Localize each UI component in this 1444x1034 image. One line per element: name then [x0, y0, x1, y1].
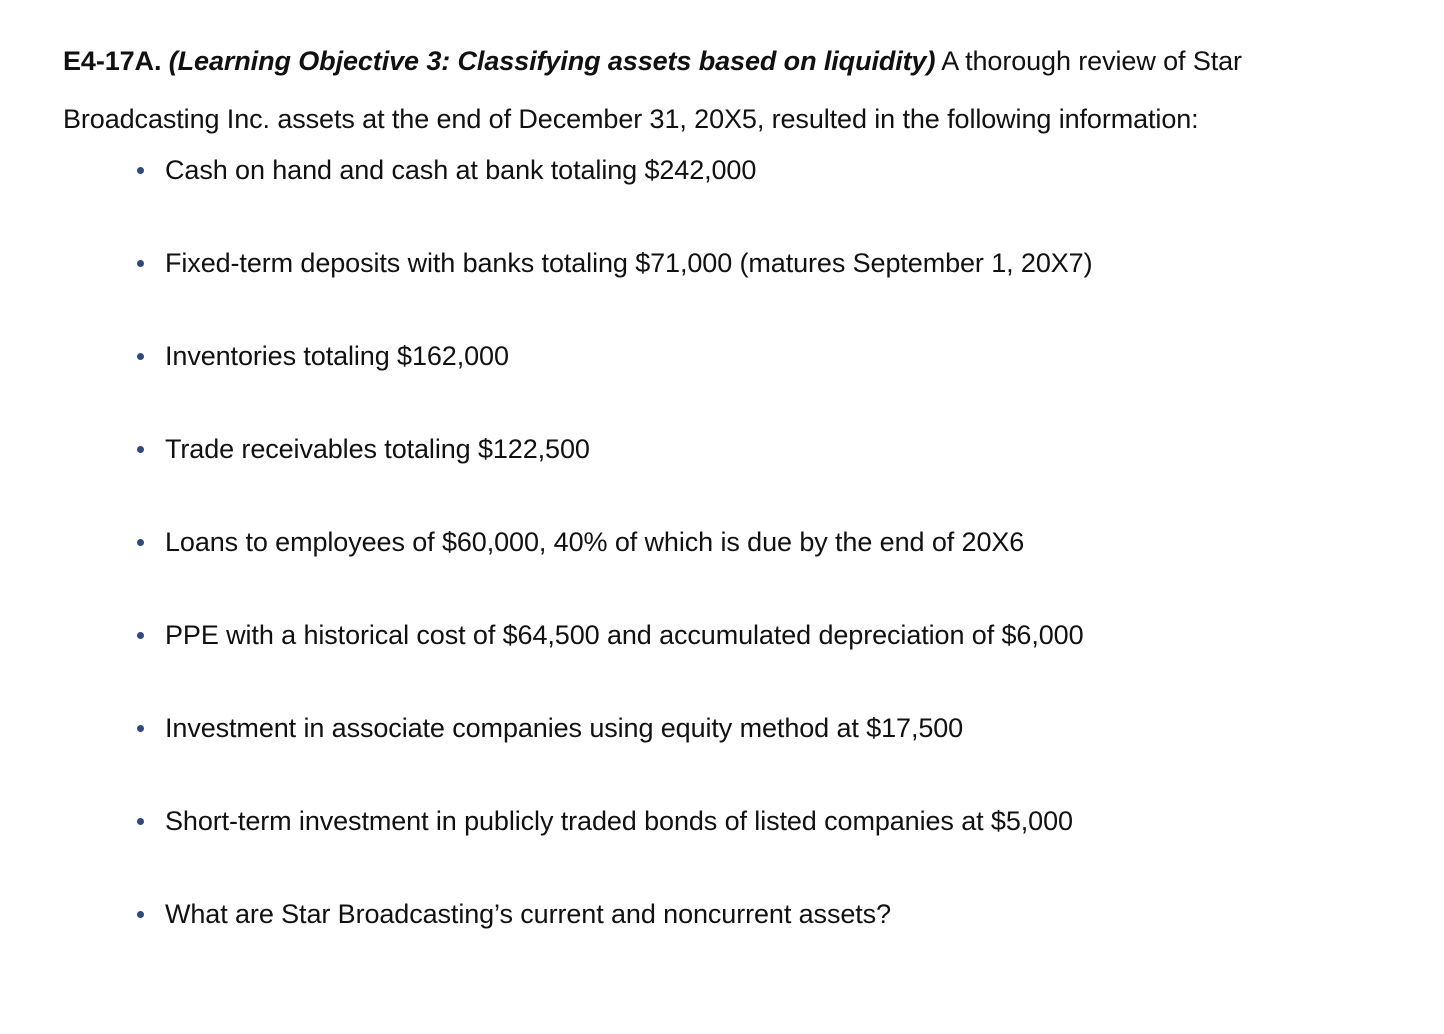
list-item-text: PPE with a historical cost of $64,500 and accumulated depreciation of $6,000 — [165, 620, 1084, 650]
bullet-icon — [137, 260, 144, 267]
list-item-text: Loans to employees of $60,000, 40% of which is due by the end of 20X6 — [165, 527, 1025, 557]
list-item — [137, 217, 1092, 310]
list-item — [137, 403, 1092, 496]
bullet-icon — [137, 539, 144, 546]
list-item — [137, 775, 1092, 868]
intro-text: A thorough review of Star Broadcasting Inc. assets at the end of December 31, 20X5, resulted in the following information: — [63, 46, 1242, 134]
learning-objective: (Learning Objective 3: Classifying assets based on liquidity) — [168, 46, 936, 76]
bullet-icon — [137, 353, 144, 360]
bullet-icon — [137, 911, 144, 918]
bullet-icon — [137, 725, 144, 732]
list-item-text: Inventories totaling $162,000 — [165, 341, 509, 371]
list-item — [137, 496, 1092, 589]
bullet-icon — [137, 167, 144, 174]
list-item-text: Cash on hand and cash at bank totaling $242,000 — [165, 155, 757, 185]
list-item — [137, 868, 1092, 961]
list-item-text: Investment in associate companies using equity method at $17,500 — [165, 713, 964, 743]
exercise-code: E4-17A. — [63, 46, 162, 76]
list-item-text: Short-term investment in publicly traded bonds of listed companies at $5,000 — [165, 806, 1073, 836]
list-item — [137, 589, 1092, 682]
bullet-icon — [137, 632, 144, 639]
list-item-text: Trade receivables totaling $122,500 — [165, 434, 590, 464]
asset-list — [137, 124, 1092, 961]
bullet-icon — [137, 446, 144, 453]
list-item — [137, 682, 1092, 775]
list-item-text: Fixed-term deposits with banks totaling $71,000 (matures September 1, 20X7) — [165, 248, 1093, 278]
bullet-icon — [137, 818, 144, 825]
list-item — [137, 124, 1092, 217]
list-item — [137, 310, 1092, 403]
list-item-text: What are Star Broadcasting’s current and noncurrent assets? — [165, 899, 891, 929]
